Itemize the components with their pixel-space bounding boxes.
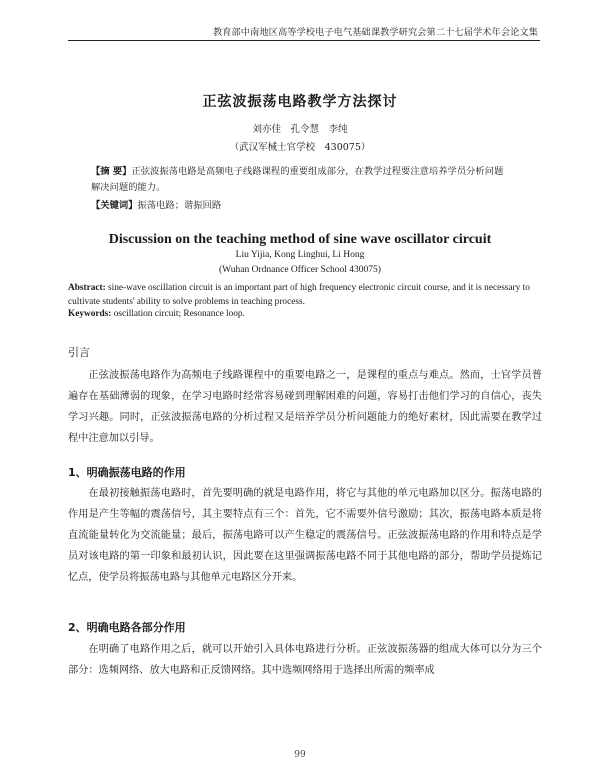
authors-en: Liu Yijia, Kong Linghui, Li Hong bbox=[235, 250, 365, 260]
running-header: 教育部中南地区高等学校电子电气基础课教学研究会第二十七届学术年会论文集 bbox=[212, 27, 538, 38]
affiliation-en: (Wuhan Ordnance Officer School 430075) bbox=[219, 265, 381, 275]
keywords-en bbox=[68, 309, 542, 319]
keywords-en-text: oscillation circuit; Resonance loop. bbox=[111, 309, 245, 319]
header-divider bbox=[68, 40, 540, 41]
paper-title-cn: 正弦波振荡电路教学方法探讨 bbox=[202, 94, 398, 110]
abstract-en bbox=[68, 281, 542, 309]
page-number: 99 bbox=[294, 750, 306, 760]
keywords-cn-text: 振荡电路；谐振回路 bbox=[137, 200, 222, 211]
abstract-en-text: sine-wave oscillation circuit is an important part of high frequency electronic circuit course, and it is necessary to cultivate students' ability to solve problems in teaching process. bbox=[68, 283, 530, 307]
intro-paragraph: 正弦波振荡电路作为高频电子线路课程中的重要电路之一，是课程的重点与难点。然而，士官学员普遍存在基础薄弱的现象，在学习电路时经常容易碰到理解困难的问题，容易打击他们学习的自信心，丧失学习兴趣。同时，正弦波振荡电路的分析过程又是培养学员分析问题能力的绝好素材，因此需要在教学过程中注意加以引导。 bbox=[68, 370, 542, 444]
affiliation-cn: （武汉军械士官学校 430075） bbox=[229, 142, 371, 153]
section-1-paragraph: 在最初接触振荡电路时，首先要明确的就是电路作用，将它与其他的单元电路加以区分。振荡电路的作用是产生等幅的震荡信号，其主要特点有三个：首先，它不需要外信号激励；其次，振荡电路本质是将直流能量转化为交流能量；最后，振荡电路可以产生稳定的震荡信号。正弦波振荡电路的作用和特点是学员对该电路的第一印象和最初认识，因此要在这里强调振荡电路不同于其他电路的部分，帮助学员提炼记忆点，使学员将振荡电路与其他单元电路区分开来。 bbox=[68, 488, 542, 583]
section-2-paragraph: 在明确了电路作用之后，就可以开始引入具体电路进行分析。正弦波振荡器的组成大体可以分为三个部分：选频网络、放大电路和正反馈网络。其中选频网络用于选择出所需的频率成 bbox=[68, 644, 542, 676]
abstract-cn-text: 正弦波振荡电路是高频电子线路课程的重要组成部分，在教学过程要注意培养学员分析问题解决问题的能力。 bbox=[91, 166, 504, 193]
intro-heading: 引言 bbox=[68, 346, 90, 359]
keywords-cn bbox=[91, 197, 504, 211]
authors-cn: 刘亦佳 孔令慧 李纯 bbox=[252, 124, 348, 135]
abstract-cn bbox=[91, 164, 504, 196]
abstract-cn-label: 【摘 要】 bbox=[91, 166, 132, 177]
keywords-cn-label: 【关键词】 bbox=[91, 200, 138, 211]
section-1-heading: 1、明确振荡电路的作用 bbox=[68, 466, 186, 479]
section-2-heading: 2、明确电路各部分作用 bbox=[68, 621, 186, 634]
paper-title-en: Discussion on the teaching method of sine wave oscillator circuit bbox=[108, 232, 492, 247]
abstract-en-label: Abstract: bbox=[68, 283, 106, 293]
keywords-en-label: Keywords: bbox=[68, 309, 112, 319]
